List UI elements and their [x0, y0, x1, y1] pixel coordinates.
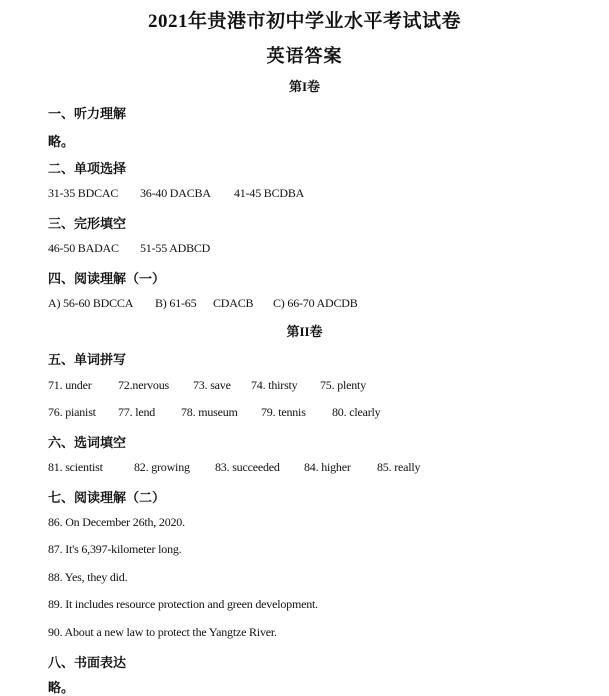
page-title: 2021年贵港市初中学业水平考试试卷	[147, 11, 461, 32]
answer-item: 51-55 ADBCD	[140, 241, 211, 255]
answer-line: 90. About a new law to protect the Yangtze River.	[48, 625, 277, 639]
answer-item: 79. tennis	[261, 405, 306, 419]
volume-two-label: 第II卷	[286, 324, 323, 339]
answer-item: CDACB	[213, 296, 254, 310]
answer-item: 78. museum	[181, 405, 238, 419]
answer-line: 87. It's 6,397-kilometer long.	[48, 542, 182, 556]
volume-one-label: 第I卷	[288, 79, 321, 94]
answer-item: 83. succeeded	[215, 460, 280, 474]
listening-answer: 略。	[48, 134, 75, 149]
fill-words-heading: 六、选词填空	[48, 435, 127, 450]
answer-item: 72.nervous	[118, 378, 169, 392]
answer-line: 88. Yes, they did.	[48, 570, 128, 584]
answer-item: 84. higher	[304, 460, 351, 474]
answer-item: 81. scientist	[48, 460, 103, 474]
listening-heading: 一、听力理解	[48, 106, 127, 121]
answer-line: 89. It includes resource protection and green development.	[48, 597, 318, 611]
spelling-heading: 五、单词拼写	[48, 352, 127, 367]
answer-item: 41-45 BCDBA	[234, 186, 305, 200]
answer-item: C) 66-70 ADCDB	[273, 296, 358, 310]
answer-item: 75. plenty	[320, 378, 366, 392]
answer-line: 86. On December 26th, 2020.	[48, 515, 185, 529]
writing-heading: 八、书面表达	[48, 655, 127, 670]
answer-item: 73. save	[193, 378, 231, 392]
reading-one-heading: 四、阅读理解（一）	[48, 271, 166, 286]
answer-item: 46-50 BADAC	[48, 241, 119, 255]
answer-item: 77. lend	[118, 405, 156, 419]
writing-answer: 略。	[48, 680, 75, 695]
answer-item: 74. thirsty	[251, 378, 298, 392]
answer-item: 85. really	[377, 460, 421, 474]
answer-item: 31-35 BDCAC	[48, 186, 119, 200]
single-choice-heading: 二、单项选择	[48, 161, 127, 176]
answer-item: 82. growing	[134, 460, 190, 474]
answer-item: 80. clearly	[332, 405, 381, 419]
answer-item: 71. under	[48, 378, 92, 392]
answer-item: A) 56-60 BDCCA	[48, 296, 134, 310]
answer-item: 76. pianist	[48, 405, 96, 419]
answer-item: B) 61-65	[155, 296, 197, 310]
answer-item: 36-40 DACBA	[140, 186, 211, 200]
page-subtitle: 英语答案	[266, 46, 343, 66]
cloze-heading: 三、完形填空	[48, 216, 127, 231]
reading-two-heading: 七、阅读理解（二）	[48, 490, 166, 505]
